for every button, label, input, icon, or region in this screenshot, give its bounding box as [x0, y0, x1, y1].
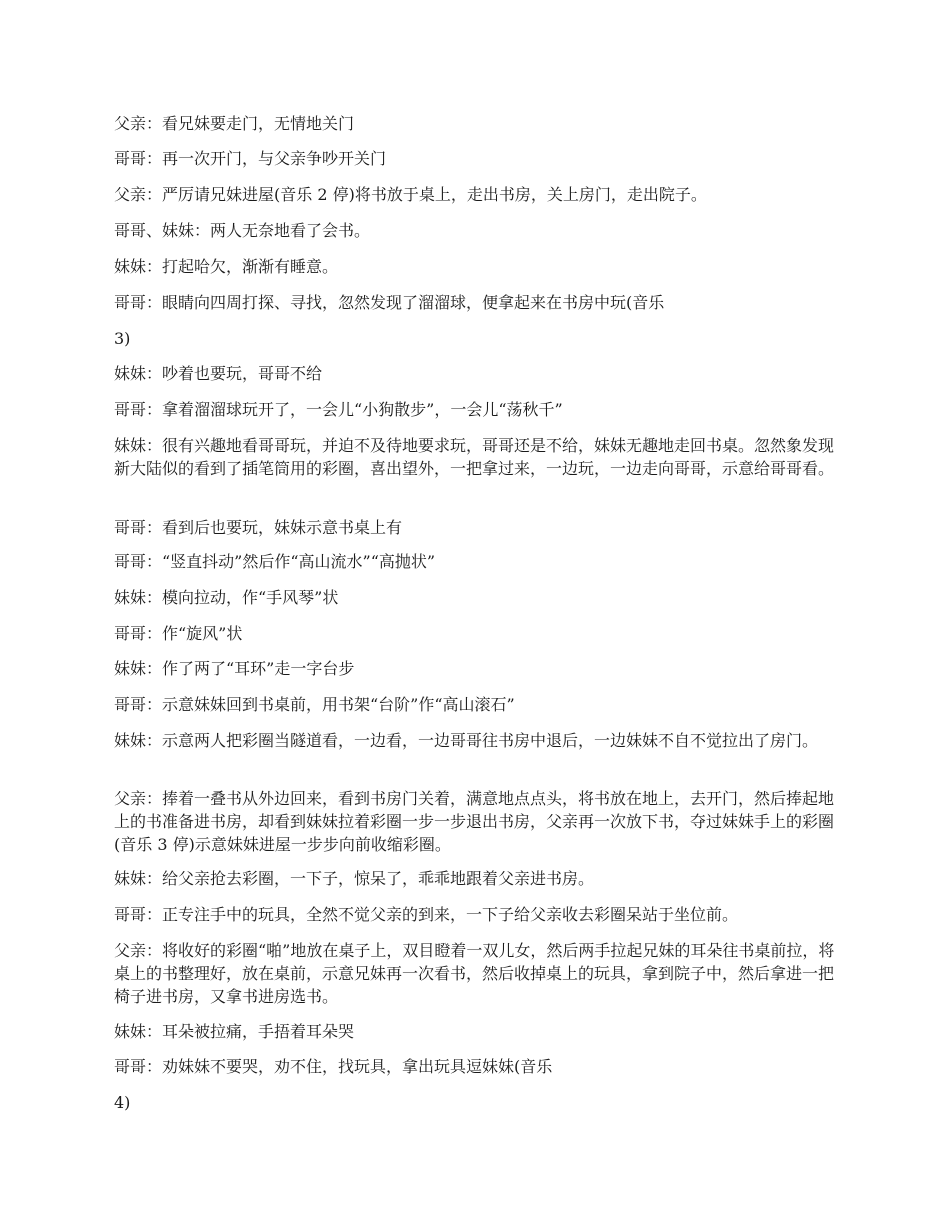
paragraph: 妹妹：吵着也要玩，哥哥不给	[114, 364, 323, 383]
paragraph: 哥哥：再一次开门，与父亲争吵开关门	[114, 149, 387, 168]
paragraph: 哥哥：看到后也要玩，妹妹示意书桌上有	[114, 518, 403, 537]
paragraph: 妹妹：模向拉动，作“手风琴”状	[114, 588, 339, 607]
paragraph: 父亲：捧着一叠书从外边回来，看到书房门关着，满意地点点头，将书放在地上，去开门，然后捧起地上的书准备进书房，却看到妹妹拉着彩圈一步一步退出书房，父亲再一次放下书，夺过妹妹手上的彩圈(音乐 3 停)示意妹妹进屋一步步向前收缩彩圈。	[114, 789, 835, 854]
paragraph: 父亲：看兄妹要走门，无情地关门	[114, 114, 355, 133]
paragraph: 父亲：严厉请兄妹进屋(音乐 2 停)将书放于桌上，走出书房，关上房门，走出院子。	[114, 185, 707, 204]
paragraph: 哥哥：拿着溜溜球玩开了，一会儿“小狗散步”，一会儿“荡秋千”	[114, 400, 563, 419]
paragraph: 妹妹：给父亲抢去彩圈，一下子，惊呆了，乖乖地跟着父亲进书房。	[114, 869, 595, 888]
paragraph: 妹妹：作了两了“耳环”走一字台步	[114, 659, 355, 678]
paragraph: 哥哥：眼睛向四周打探、寻找，忽然发现了溜溜球，便拿起来在书房中玩(音乐	[114, 293, 665, 312]
paragraph: 哥哥、妹妹：两人无奈地看了会书。	[114, 221, 371, 240]
paragraph: 哥哥：正专注手中的玩具，全然不觉父亲的到来，一下子给父亲收去彩圈呆站于坐位前。	[114, 905, 739, 924]
paragraph: 妹妹：打起哈欠，渐渐有睡意。	[114, 257, 339, 276]
paragraph: 妹妹：很有兴趣地看哥哥玩，并迫不及待地要求玩，哥哥还是不给，妹妹无趣地走回书桌。忽然象发现新大陆似的看到了插笔筒用的彩圈，喜出望外，一把拿过来，一边玩，一边走向哥哥，示意给哥哥看。	[114, 436, 835, 478]
paragraph: 哥哥：示意妹妹回到书桌前，用书架“台阶”作“高山滚石”	[114, 695, 515, 714]
paragraph: 哥哥：“竖直抖动”然后作“高山流水”“高抛状”	[114, 552, 436, 571]
paragraph: 妹妹：耳朵被拉痛，手捂着耳朵哭	[114, 1022, 355, 1041]
paragraph: 妹妹：示意两人把彩圈当隧道看，一边看，一边哥哥往书房中退后，一边妹妹不自不觉拉出了房门。	[114, 731, 819, 750]
paragraph: 哥哥：作“旋风”状	[114, 624, 243, 643]
paragraph: 4)	[114, 1093, 131, 1112]
paragraph: 哥哥：劝妹妹不要哭，劝不住，找玩具，拿出玩具逗妹妹(音乐	[114, 1057, 553, 1076]
paragraph: 父亲：将收好的彩圈“啪”地放在桌子上，双目瞪着一双儿女，然后两手拉起兄妹的耳朵往书桌前拉，将桌上的书整理好，放在桌前，示意兄妹再一次看书，然后收掉桌上的玩具，拿到院子中，然后拿进一把椅子进书房，又拿书进房选书。	[114, 941, 835, 1006]
paragraph: 3)	[114, 329, 131, 348]
